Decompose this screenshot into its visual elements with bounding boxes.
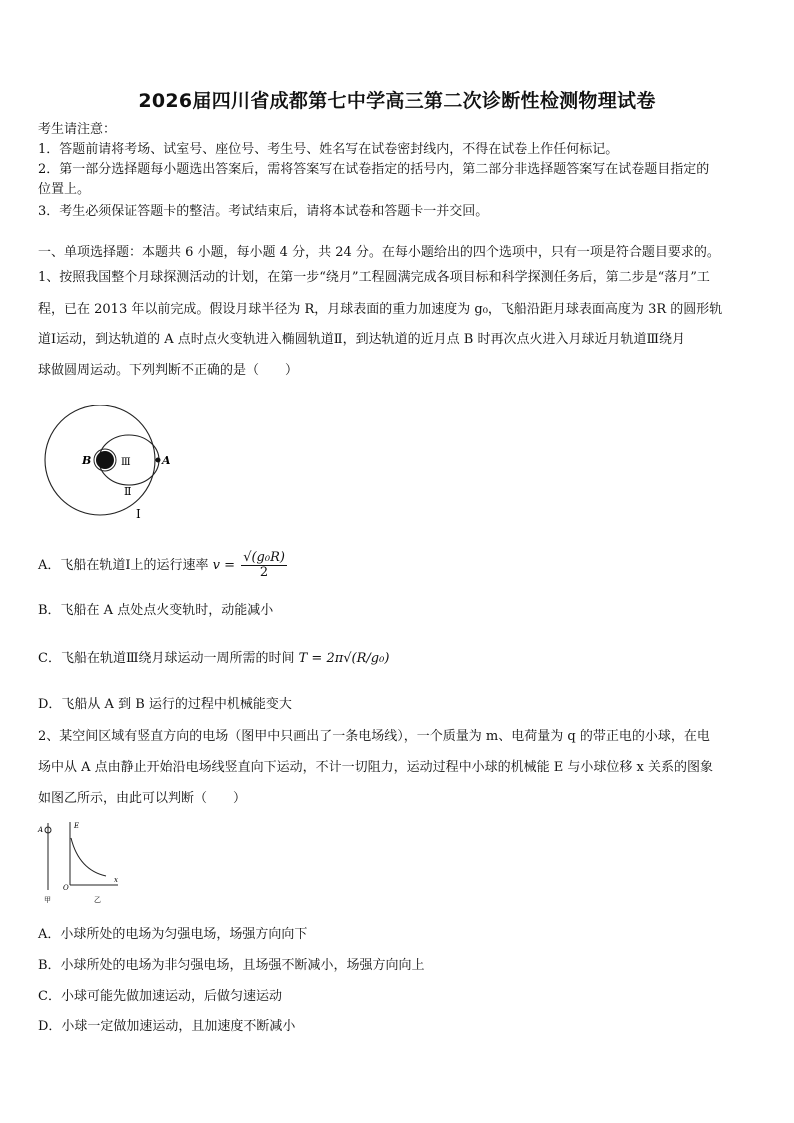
fig-label-x: x xyxy=(114,876,118,884)
q1-option-b[interactable]: B．飞船在 A 点处点火变轨时，动能减小 xyxy=(38,603,274,618)
point-A xyxy=(156,458,161,463)
notice-item-2-cont: 位置上。 xyxy=(38,182,91,197)
q1-line-2: 程，已在 2013 年以前完成。假设月球半径为 R，月球表面的重力加速度为 g₀，飞船沿距月球表面高度为 3R 的圆形轨 xyxy=(38,302,723,317)
q1-option-a-denominator: 2 xyxy=(259,565,269,580)
q1-line-4: 球做圆周运动。下列判断不正确的是（ ） xyxy=(38,363,299,378)
fig-label-O: O xyxy=(63,884,69,892)
q2-line-2: 场中从 A 点由静止开始沿电场线竖直向下运动，不计一切阻力，运动过程中小球的机械能 E 与小球位移 x 关系的图象 xyxy=(38,760,714,775)
notice-heading: 考生请注意： xyxy=(38,122,117,137)
q1-option-c[interactable] xyxy=(38,650,389,668)
field-graph-figure xyxy=(36,818,126,906)
label-II: Ⅱ xyxy=(124,485,132,498)
q2-line-1: 2、某空间区域有竖直方向的电场（图甲中只画出了一条电场线），一个质量为 m、电荷量为 q 的带正电的小球，在电 xyxy=(38,729,710,744)
q1-line-3: 道Ⅰ运动，到达轨道的 A 点时点火变轨进入椭圆轨道Ⅱ，到达轨道的近月点 B 时再次点火进入月球近月轨道Ⅲ绕月 xyxy=(38,332,685,347)
section-heading: 一、单项选择题：本题共 6 小题，每小题 4 分，共 24 分。在每小题给出的四个选项中，只有一项是符合题目要求的。 xyxy=(38,245,720,260)
q1-option-a-lhs: v = xyxy=(212,558,236,573)
label-III: Ⅲ xyxy=(121,457,131,468)
label-B: B xyxy=(82,454,92,467)
notice-item-1: 1．答题前请将考场、试室号、座位号、考生号、姓名写在试卷密封线内，不得在试卷上作任何标记。 xyxy=(38,142,619,157)
fig-label-E: E xyxy=(74,822,80,830)
fig-label-A: A xyxy=(38,826,44,834)
q2-option-b[interactable]: B．小球所处的电场为非匀强电场，且场强不断减小，场强方向向上 xyxy=(38,958,425,973)
notice-item-3: 3．考生必须保证答题卡的整洁。考试结束后，请将本试卷和答题卡一并交回。 xyxy=(38,204,489,219)
label-I: Ⅰ xyxy=(136,507,141,521)
q1-option-d[interactable]: D．飞船从 A 到 B 运行的过程中机械能变大 xyxy=(38,697,292,712)
q1-option-a-numerator: √(g₀R) xyxy=(243,550,285,565)
energy-curve xyxy=(71,838,106,876)
q1-line-1: 1、按照我国整个月球探测活动的计划，在第一步“绕月”工程圆满完成各项目标和科学探测任务后，第二步是“落月”工 xyxy=(38,270,710,285)
q1-option-c-text: C．飞船在轨道Ⅲ绕月球运动一周所需的时间 xyxy=(38,651,295,666)
q2-option-c[interactable]: C．小球可能先做加速运动，后做匀速运动 xyxy=(38,989,282,1004)
q1-option-a-fraction xyxy=(241,551,287,580)
q1-option-c-formula: T = 2π√(R/g₀) xyxy=(298,651,390,666)
notice-item-2: 2．第一部分选择题每小题选出答案后，需将答案写在试卷指定的括号内，第二部分非选择题答案写在试卷题目指定的 xyxy=(38,162,710,177)
label-A: A xyxy=(162,454,171,467)
q1-option-a[interactable] xyxy=(38,551,287,580)
q2-option-a[interactable]: A．小球所处的电场为匀强电场，场强方向向下 xyxy=(38,927,308,942)
q2-line-3: 如图乙所示，由此可以判断（ ） xyxy=(38,791,247,806)
fig-label-yi: 乙 xyxy=(94,896,101,904)
q1-option-a-text: A．飞船在轨道Ⅰ上的运行速率 xyxy=(38,558,209,573)
page-title: 2026届四川省成都第七中学高三第二次诊断性检测物理试卷 xyxy=(138,90,656,112)
moon-icon xyxy=(96,451,114,469)
fig-label-jia: 甲 xyxy=(44,896,51,904)
q2-option-d[interactable]: D．小球一定做加速运动，且加速度不断减小 xyxy=(38,1019,296,1034)
orbit-diagram xyxy=(36,405,176,525)
